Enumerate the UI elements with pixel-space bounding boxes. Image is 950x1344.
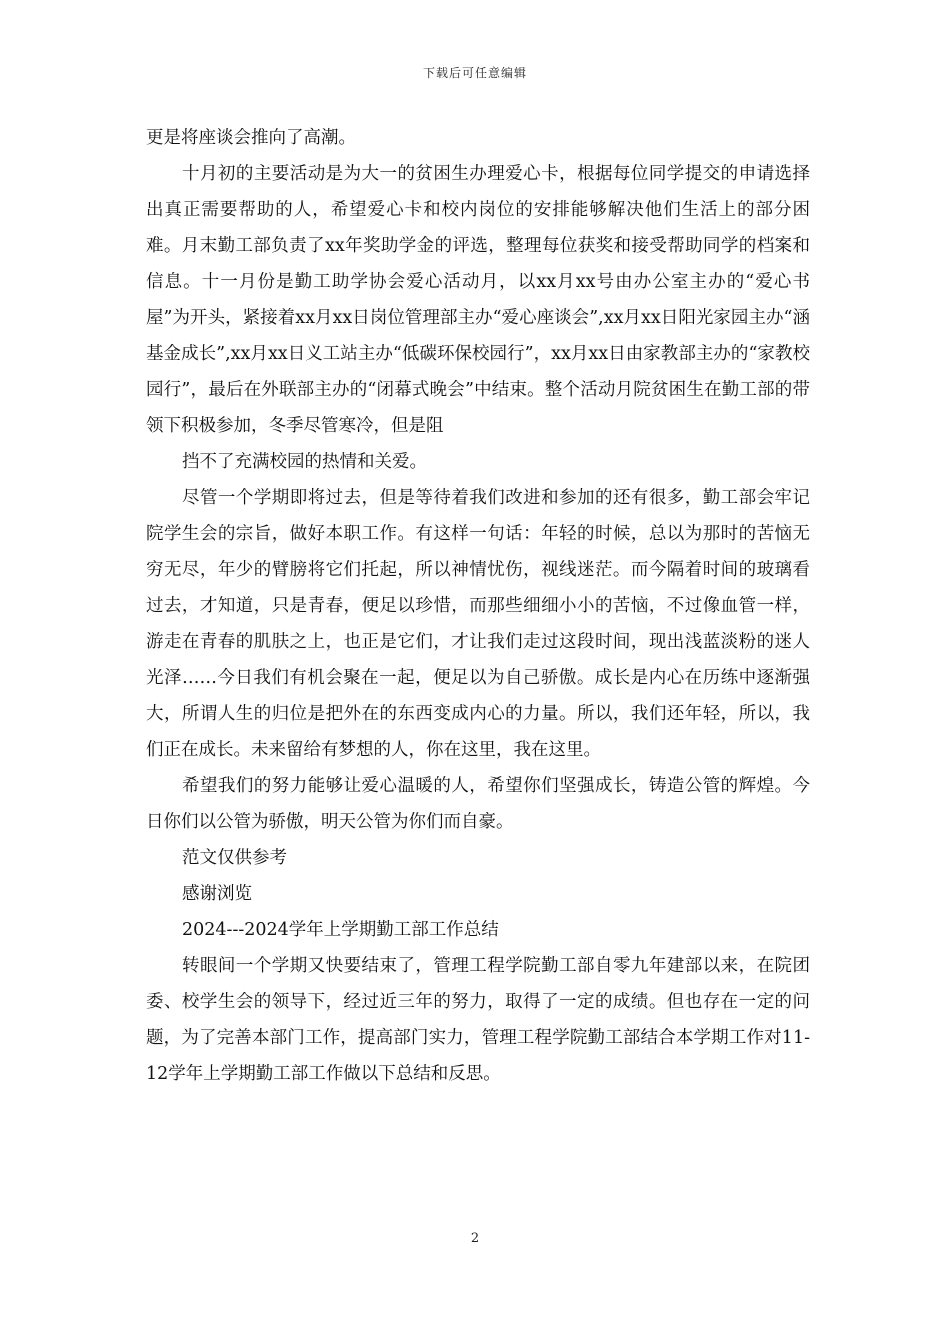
page-header: 下载后可任意编辑 <box>422 66 527 80</box>
paragraph-october-activities: 十月初的主要活动是为大一的贫困生办理爱心卡，根据每位同学提交的申请选择出真正需要帮助的人，希望爱心卡和校内岗位的安排能够解决他们生活上的部分困难。月末勤工部负责了xx年奖助学金的评选，整理每位获奖和接受帮助同学的档案和信息。十一月份是勤工助学协会爱心活动月，以xx月xx号由办公室主办的“爱心书屋”为开头，紧接着xx月xx日岗位管理部主办“爱心座谈会”,xx月xx日阳光家园主办“涵基金成长”,xx月xx日义工站主办“低碳环保校园行”，xx月xx日由家教部主办的“家教校园行”，最后在外联部主办的“闭幕式晚会”中结束。整个活动月院贫困生在勤工部的带领下积极参加，冬季尽管寒冷，但是阻 <box>146 164 810 436</box>
paragraph-thanks: 感谢浏览 <box>182 884 252 904</box>
paragraph-semester-reflection: 尽管一个学期即将过去，但是等待着我们改进和参加的还有很多，勤工部会牢记院学生会的宗旨，做好本职工作。有这样一句话：年轻的时候，总以为那时的苦恼无穷无尽，年少的臂膀将它们托起，所以神情忧伤，视线迷茫。而今隔着时间的玻璃看过去，才知道，只是青春，便足以珍惜，而那些细细小小的苦恼，不过像血管一样，游走在青春的肌肤之上，也正是它们，才让我们走过这段时间，现出浅蓝淡粉的迷人光泽……今日我们有机会聚在一起，便足以为自己骄傲。成长是内心在历练中逐渐强大，所谓人生的归位是把外在的东西变成内心的力量。所以，我们还年轻，所以，我们正在成长。未来留给有梦想的人，你在这里，我在这里。 <box>146 488 810 760</box>
paragraph-campus-warmth: 挡不了充满校园的热情和关爱。 <box>182 452 427 472</box>
section-title: 2024---2024学年上学期勤工部工作总结 <box>182 920 499 940</box>
paragraph-continuation: 更是将座谈会推向了高潮。 <box>146 128 356 148</box>
paragraph-reference-note: 范文仅供参考 <box>182 848 287 868</box>
document-body <box>146 120 810 1092</box>
paragraph-hope: 希望我们的努力能够让爱心温暖的人，希望你们坚强成长，铸造公管的辉煌。今日你们以公管为骄傲，明天公管为你们而自豪。 <box>146 776 810 832</box>
page-number: 2 <box>470 1231 480 1246</box>
paragraph-summary-intro: 转眼间一个学期又快要结束了，管理工程学院勤工部自零九年建部以来，在院团委、校学生会的领导下，经过近三年的努力，取得了一定的成绩。但也存在一定的问题，为了完善本部门工作，提高部门实力，管理工程学院勤工部结合本学期工作对11-12学年上学期勤工部工作做以下总结和反思。 <box>146 956 810 1084</box>
